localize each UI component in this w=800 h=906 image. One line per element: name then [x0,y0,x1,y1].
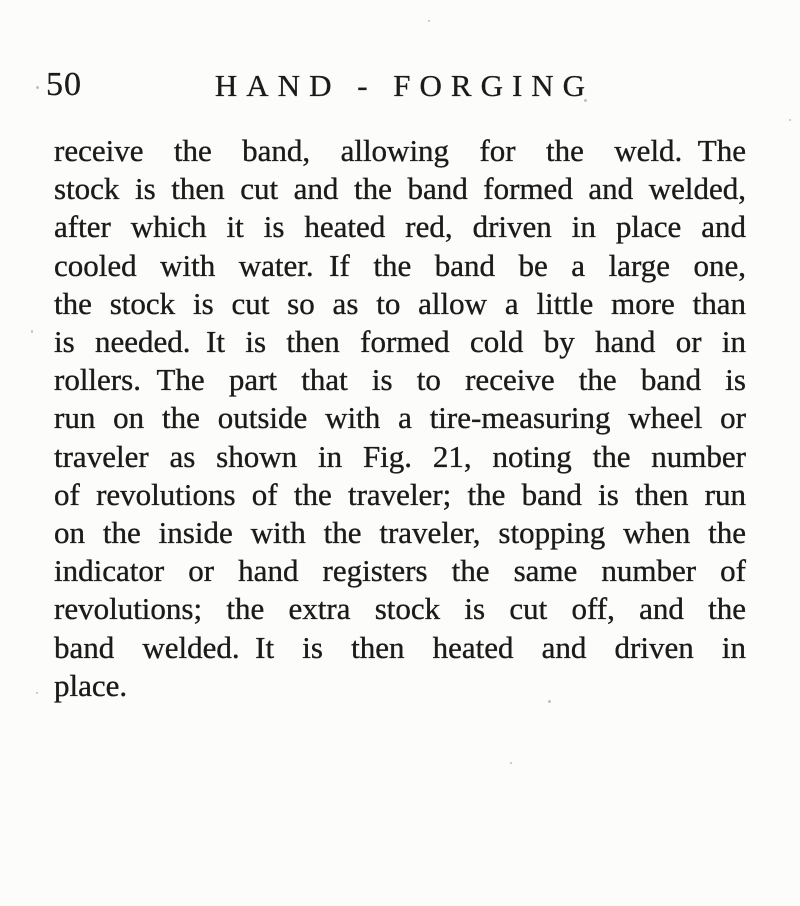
scan-speck [31,330,33,333]
text-line: receive the band, allowing for the weld. The [54,133,746,168]
scan-speck [584,99,587,102]
page-body [54,132,746,705]
scan-speck [510,762,512,764]
text-line: place. [54,667,128,703]
text-line: rollers. The part that is to receive the band is [54,362,746,398]
text-line: traveler as shown in Fig. 21, noting the number [54,438,746,474]
text-line: of revolutions of the traveler; the band is then run [54,476,746,512]
scan-speck [548,700,551,703]
text-line: band welded. It is then heated and driven in [54,629,746,665]
scan-speck [36,692,38,694]
text-line: indicator or hand registers the same number of [54,553,746,589]
text-line: cooled with water. If the band be a large one, [54,247,746,283]
text-line: run on the outside with a tire-measuring wheel or [54,400,746,436]
page-header [0,64,800,106]
text-line: on the inside with the traveler, stopping when the [54,515,746,551]
text-line: stock is then cut and the band formed and welded, [54,171,746,207]
page-number: 50 [46,66,82,103]
scan-speck [428,20,430,22]
text-line: revolutions; the extra stock is cut off, and the [54,591,746,627]
text-line: after which it is heated red, driven in place and [54,209,746,245]
text-line: is needed. It is then formed cold by hand or in [54,324,746,360]
running-title: HAND - FORGING [214,68,595,103]
scan-speck [789,119,791,121]
text-line: the stock is cut so as to allow a little more than [54,285,746,321]
scan-speck [36,86,39,89]
